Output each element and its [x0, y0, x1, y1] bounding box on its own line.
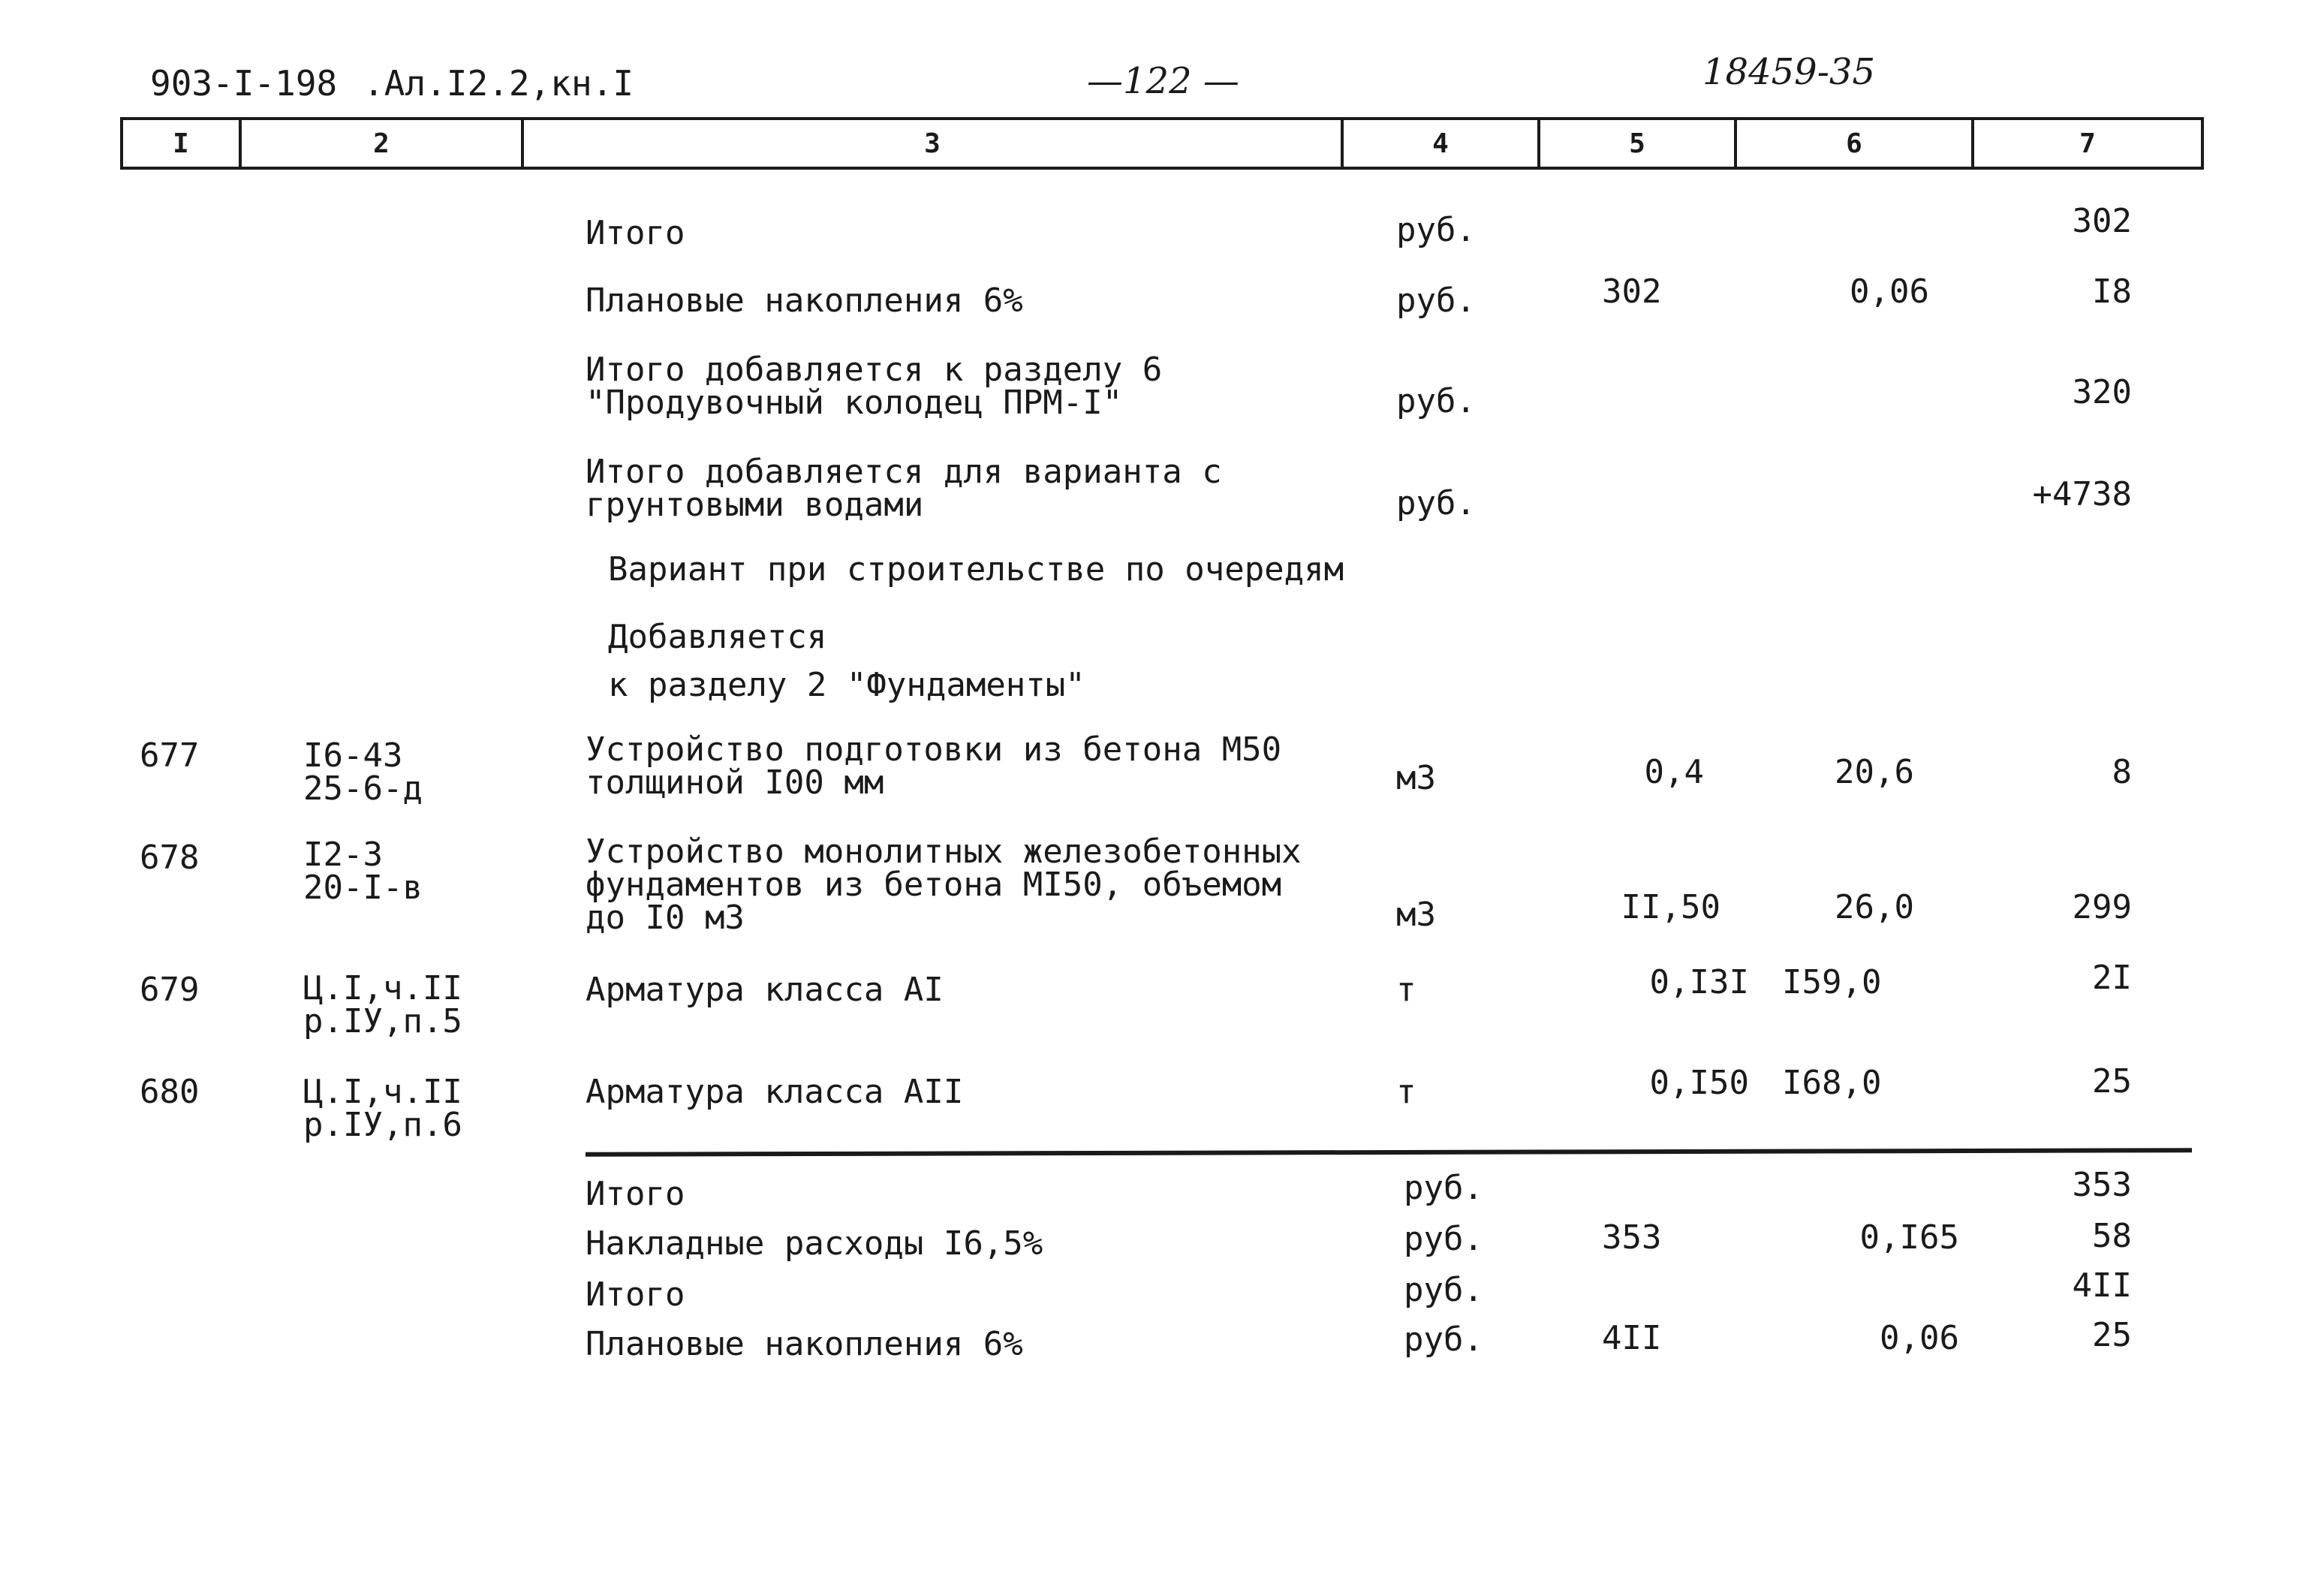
- item-code: Ц.I,ч.II: [303, 969, 462, 1007]
- item-code: I2-3: [303, 836, 383, 874]
- item-price: I68,0: [1782, 1064, 1882, 1102]
- summary-label: Плановые накопления 6%: [586, 1325, 1023, 1363]
- column-number-6: 6: [1846, 128, 1862, 159]
- summary-unit: руб.: [1404, 1220, 1483, 1258]
- variant-note: Вариант при строительстве по очередям: [608, 550, 1344, 589]
- item-unit: т: [1396, 971, 1416, 1009]
- row-description: Плановые накопления 6%: [586, 282, 1023, 320]
- item-description: фундаментов из бетона МI50, объемом: [586, 866, 1282, 904]
- item-total: 2I: [2092, 959, 2132, 997]
- item-description: Арматура класса АII: [586, 1073, 964, 1111]
- summary-label: Итого: [586, 1275, 685, 1314]
- row-unit: руб.: [1396, 484, 1476, 522]
- summary-price: 0,I65: [1859, 1218, 1959, 1257]
- summary-total: 58: [2092, 1217, 2132, 1255]
- row-unit: руб.: [1396, 282, 1476, 320]
- item-description: толщиной I00 мм: [586, 763, 884, 802]
- item-quantity: 0,4: [1644, 753, 1704, 791]
- item-quantity: 0,I50: [1649, 1064, 1749, 1102]
- section-note: к разделу 2 "Фундаменты": [608, 666, 1085, 704]
- item-unit: м3: [1396, 759, 1436, 797]
- item-description: до I0 м3: [586, 899, 745, 937]
- item-description: Устройство подготовки из бетона М50: [586, 730, 1282, 769]
- row-description: "Продувочный колодец ПРМ-I": [586, 384, 1123, 422]
- column-number-2: 2: [373, 128, 390, 159]
- row-total: 302: [2072, 202, 2132, 240]
- item-code: р.IУ,п.5: [303, 1002, 462, 1040]
- item-code: 20-I-в: [303, 869, 423, 907]
- item-price: 20,6: [1835, 753, 1914, 791]
- item-unit: т: [1396, 1073, 1416, 1111]
- row-price: 0,06: [1850, 273, 1929, 311]
- item-description: Устройство монолитных железобетонных: [586, 833, 1302, 871]
- summary-label: Итого: [586, 1175, 685, 1213]
- item-price: I59,0: [1782, 963, 1882, 1001]
- row-description: Итого добавляется для варианта с: [586, 453, 1222, 491]
- column-number-5: 5: [1629, 128, 1645, 159]
- row-quantity: 302: [1602, 273, 1662, 311]
- item-number: 677: [140, 736, 200, 775]
- row-unit: руб.: [1396, 211, 1476, 249]
- inventory-number: 18459-35: [1702, 51, 1875, 93]
- item-total: 299: [2072, 888, 2132, 926]
- row-total: +4738: [2032, 475, 2132, 513]
- summary-unit: руб.: [1404, 1320, 1483, 1359]
- column-number-4: 4: [1432, 128, 1449, 159]
- item-number: 678: [140, 839, 200, 877]
- item-description: Арматура класса АI: [586, 971, 944, 1009]
- row-unit: руб.: [1396, 382, 1476, 420]
- added-note: Добавляется: [608, 618, 827, 656]
- page-number: —122 —: [1087, 60, 1239, 102]
- column-number-3: 3: [924, 128, 941, 159]
- summary-label: Накладные расходы I6,5%: [586, 1224, 1043, 1263]
- item-total: 8: [2112, 753, 2132, 791]
- summary-total: 4II: [2072, 1266, 2132, 1305]
- summary-quantity: 353: [1602, 1218, 1662, 1257]
- item-quantity: II,50: [1621, 888, 1720, 926]
- row-description: грунтовыми водами: [586, 486, 924, 524]
- row-description: Итого: [586, 214, 685, 252]
- summary-unit: руб.: [1404, 1271, 1483, 1309]
- summary-price: 0,06: [1880, 1319, 1959, 1357]
- column-number-7: 7: [2079, 128, 2096, 159]
- album-reference: .Ал.I2.2,кн.I: [363, 63, 634, 104]
- item-number: 679: [140, 971, 200, 1009]
- summary-unit: руб.: [1404, 1169, 1483, 1207]
- column-number-1: I: [173, 128, 189, 159]
- item-code: Ц.I,ч.II: [303, 1073, 462, 1111]
- item-quantity: 0,I3I: [1649, 963, 1749, 1001]
- item-total: 25: [2092, 1062, 2132, 1101]
- summary-quantity: 4II: [1602, 1319, 1662, 1357]
- row-total: I8: [2092, 273, 2132, 311]
- document-code: 903-I-198: [150, 63, 338, 104]
- item-unit: м3: [1396, 896, 1436, 934]
- item-code: I6-43: [303, 736, 403, 775]
- row-description: Итого добавляется к разделу 6: [586, 351, 1163, 389]
- item-price: 26,0: [1835, 888, 1914, 926]
- item-code: 25-6-д: [303, 769, 423, 808]
- summary-divider: [586, 1148, 2192, 1157]
- item-code: р.IУ,п.6: [303, 1106, 462, 1144]
- row-total: 320: [2072, 373, 2132, 411]
- summary-total: 25: [2092, 1316, 2132, 1354]
- summary-total: 353: [2072, 1166, 2132, 1204]
- item-number: 680: [140, 1073, 200, 1111]
